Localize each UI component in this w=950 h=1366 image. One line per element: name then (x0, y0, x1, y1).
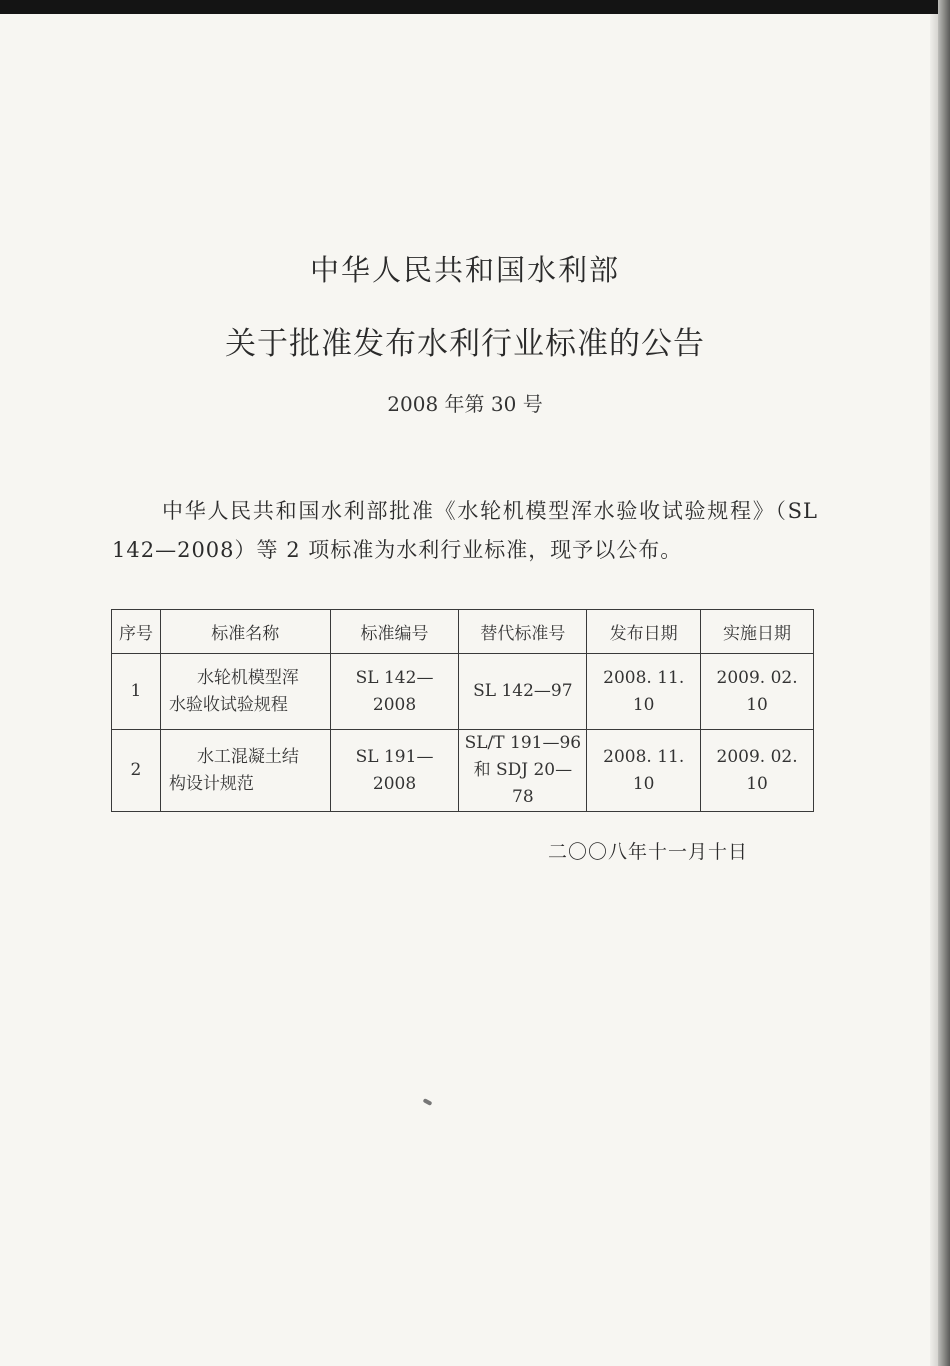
standard-code-cell: SL 191—2008 (330, 730, 459, 812)
header-effective-date: 实施日期 (701, 610, 814, 654)
serial-no-cell: 1 (112, 654, 161, 730)
serial-no-cell: 2 (112, 730, 161, 812)
standard-name-line: 水轮机模型浑 (196, 667, 299, 688)
announcement-paragraph: 中华人民共和国水利部批准《水轮机模型浑水验收试验规程》（SL 142—2008）等 2 项标准为水利行业标准，现予以公布。 (112, 499, 818, 562)
issuer-title: 中华人民共和国水利部 (309, 253, 620, 287)
header-serial-no: 序号 (112, 610, 161, 654)
effective-date-cell: 2009. 02. 10 (701, 654, 814, 730)
standard-name-line: 水验收试验规程 (168, 694, 288, 715)
effective-date-cell: 2009. 02. 10 (701, 730, 814, 812)
scan-edge-right (938, 0, 950, 1366)
issue-date-cell: 2008. 11. 10 (587, 654, 701, 730)
header-replaced-code: 替代标准号 (459, 610, 587, 654)
header-standard-name: 标准名称 (160, 610, 330, 654)
table-header-row (112, 610, 814, 654)
standard-name-cell (160, 730, 330, 812)
standard-name-line: 构设计规范 (168, 773, 254, 794)
standard-code-cell: SL 142—2008 (330, 654, 459, 730)
document-number: 2008 年第 30 号 (387, 392, 543, 416)
scan-edge-top (0, 0, 950, 14)
table-row (112, 730, 814, 812)
header-standard-code: 标准编号 (330, 610, 459, 654)
replaced-code-line: 和 SDJ 20—78 (473, 760, 573, 807)
scan-edge-right-shadow (930, 14, 938, 1366)
replaced-code-line: SL/T 191—96 (464, 733, 582, 753)
scan-speck (423, 1098, 433, 1106)
standard-name-cell (160, 654, 330, 730)
replaced-code-cell (459, 654, 587, 730)
header-issue-date: 发布日期 (587, 610, 701, 654)
standards-table (111, 609, 814, 812)
table-row (112, 654, 814, 730)
issue-date-cell: 2008. 11. 10 (587, 730, 701, 812)
standard-name-line: 水工混凝土结 (196, 746, 299, 767)
announcement-title: 关于批准发布水利行业标准的公告 (225, 326, 705, 362)
replaced-code-cell (459, 730, 587, 812)
signature-date: 二〇〇八年十一月十日 (548, 841, 749, 863)
replaced-code-line: SL 142—97 (473, 681, 573, 701)
